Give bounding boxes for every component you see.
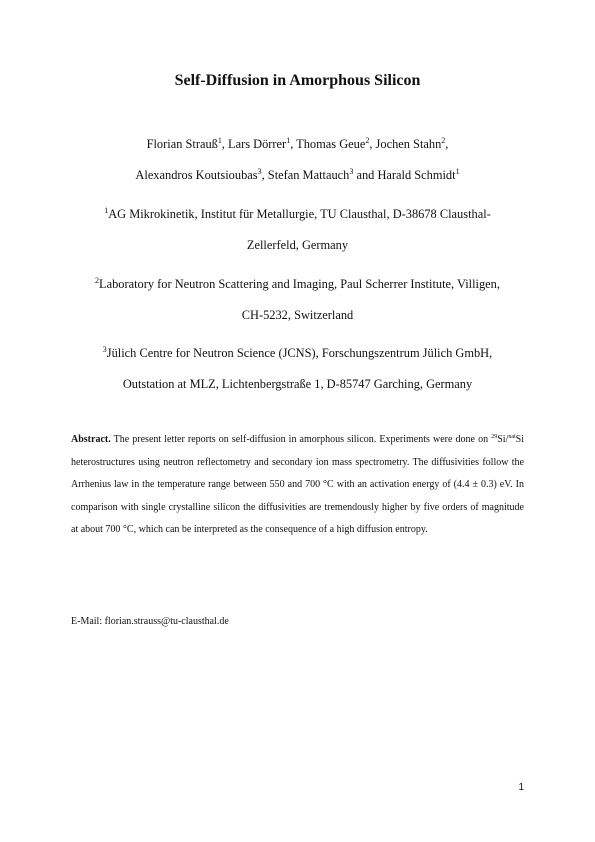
author-separator: , [369,137,376,151]
author-name: Thomas Geue [296,137,366,151]
abstract-text: Si/ [497,434,509,445]
affiliation-2-line-1 [0,277,595,292]
affiliation-mark: 3 [349,167,354,176]
author-name: Lars Dörrer [228,137,287,151]
isotope-superscript: nat [508,434,516,440]
author-line-1 [0,137,595,152]
author-separator: , [290,137,297,151]
affiliation-3-line-2: Outstation at MLZ, Lichtenbergstraße 1, D-85747 Garching, Germany [122,377,473,391]
affiliation-1-line-2: Zellerfeld, Germany [246,238,349,252]
affiliation-mark: 1 [455,167,460,176]
affiliation-number: 3 [102,345,107,354]
affiliation-mark: 1 [286,136,291,145]
isotope-superscript: 29 [491,434,498,440]
author-separator: and [353,168,378,182]
affiliation-mark: 3 [257,167,262,176]
affiliation-text: Laboratory for Neutron Scattering and Imaging, Paul Scherrer Institute, Villigen, [99,277,500,291]
author-name: Stefan Mattauch [267,168,350,182]
contact-email: E-Mail: florian.strauss@tu-clausthal.de [71,616,229,627]
affiliation-number: 1 [104,206,109,215]
affiliation-text: Jülich Centre for Neutron Science (JCNS), Forschungszentrum Jülich GmbH, [106,346,493,360]
affiliation-3-line-1 [0,346,595,361]
author-name: Alexandros Koutsioubas [135,168,258,182]
author-line-2 [0,168,595,183]
author-name: Jochen Stahn [375,137,442,151]
affiliation-2-line-2: CH-5232, Switzerland [241,308,354,322]
author-separator: , [221,137,229,151]
author-name: Harald Schmidt [377,168,456,182]
affiliation-mark: 1 [217,136,222,145]
author-separator: , [445,137,449,151]
paper-title: Self-Diffusion in Amorphous Silicon [174,72,421,89]
abstract [71,429,524,542]
affiliation-1-line-1 [0,207,595,222]
affiliation-mark: 2 [365,136,370,145]
author-separator: , [261,168,268,182]
affiliation-number: 2 [95,276,100,285]
affiliation-text: AG Mikrokinetik, Institut für Metallurgie, TU Clausthal, D-38678 Clausthal- [108,207,491,221]
affiliation-mark: 2 [441,136,446,145]
abstract-text: The present letter reports on self-diffusion in amorphous silicon. Experiments were done on [110,434,492,445]
page-number: 1 [518,782,524,793]
abstract-label: Abstract. [71,434,111,445]
author-name: Florian Strauß [146,137,218,151]
abstract-text: Si heterostructures using neutron reflectometry and secondary ion mass spectrometry. The diffusivities follow the Arrhenius law in the temperature range between 550 and 700 °C with an activation energy of (4.4 ± 0.3) eV. In comparison with single crystalline silicon the diffusivities are tremendously higher by five orders of magnitude at about 700 °C, which can be interpreted as the consequence of a high diffusion entropy. [71,434,524,535]
